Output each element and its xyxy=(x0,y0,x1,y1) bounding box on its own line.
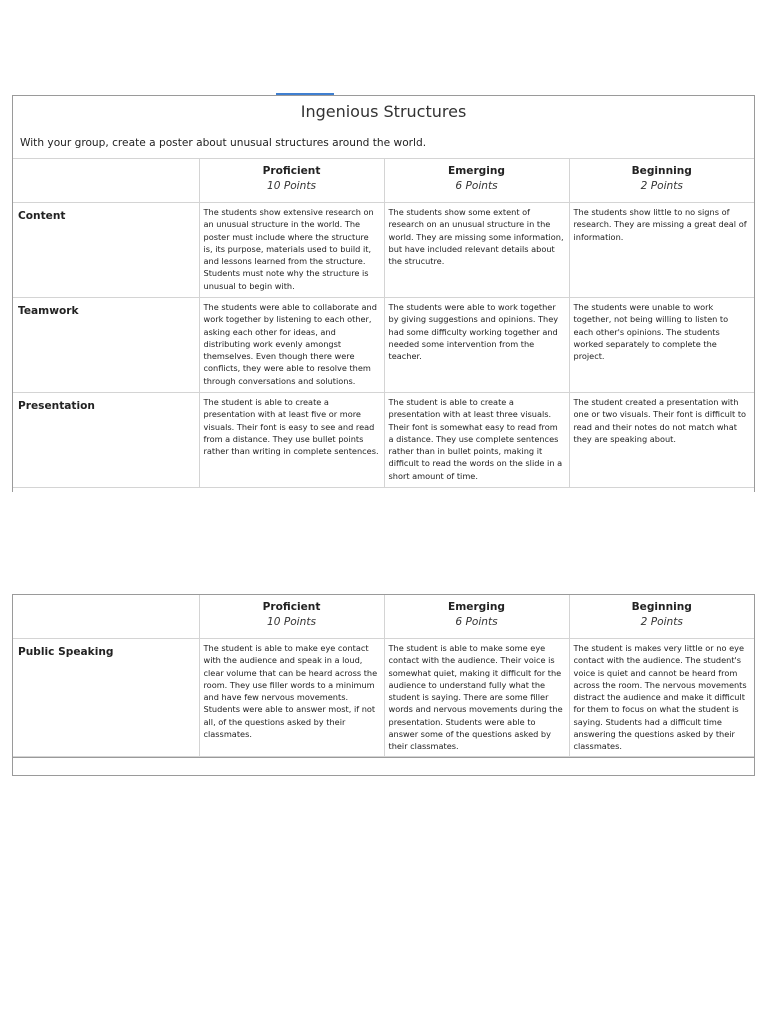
table-row-content xyxy=(13,203,754,298)
level-points: 10 Points xyxy=(266,616,317,628)
level-points: 2 Points xyxy=(640,180,683,192)
rubric-cell: The student is able to make eye contact with the audience and speak in a loud, clear volume that can be heard across the room. They use filler words to a minimum and have few nervous movements. Students were able to answer most, if not all, of the questions asked by their classmates. xyxy=(199,639,384,757)
level-header-proficient xyxy=(199,159,384,203)
rubric-title: Ingenious Structures xyxy=(300,102,467,121)
criterion-label: Public Speaking xyxy=(13,639,199,757)
rubric-cell: The students were able to work together by giving suggestions and opinions. They had some difficulty working together and needed some intervention from the teacher. xyxy=(384,298,569,393)
criterion-label: Teamwork xyxy=(13,298,199,393)
criterion-label: Content xyxy=(13,203,199,298)
rubric-cell: The students show little to no signs of research. They are missing a great deal of information. xyxy=(569,203,754,298)
rubric-cell: The student is makes very little or no eye contact with the audience. The student's voice is quiet and cannot be heard from across the room. The nervous movements distract the audience and make it difficult for them to focus on what the student is saying. Students had a difficult time answering the questions asked by their classmates. xyxy=(569,639,754,757)
rubric-footer xyxy=(13,757,754,782)
level-name: Proficient xyxy=(262,601,321,613)
table-row-teamwork xyxy=(13,298,754,393)
header-row xyxy=(13,595,754,639)
level-name: Beginning xyxy=(631,165,692,177)
rubric-cell: The students were unable to work together, not being willing to listen to each other's opinions. The students worked separately to complete the project. xyxy=(569,298,754,393)
table-row-public-speaking xyxy=(13,639,754,757)
rubric-cell: The student is able to make some eye contact with the audience. Their voice is somewhat quiet, making it difficult for the audience to understand fully what the student is saying. There are some filler words and nervous movements during the presentation. Students were able to answer some of the questions asked by their classmates. xyxy=(384,639,569,757)
rubric-cell: The students were able to collaborate and work together by listening to each other, asking each other for ideas, and distributing work evenly amongst themselves. Even though there were conflicts, they were able to resolve them through conversations and solutions. xyxy=(199,298,384,393)
level-header-emerging xyxy=(384,595,569,639)
criterion-label: Presentation xyxy=(13,393,199,488)
level-header-emerging xyxy=(384,159,569,203)
rubric-grid xyxy=(13,595,754,757)
level-name: Emerging xyxy=(447,601,506,613)
rubric-grid xyxy=(13,159,754,488)
level-points: 6 Points xyxy=(455,180,498,192)
rubric-table-ingenious-structures xyxy=(12,95,755,492)
rubric-cell: The students show extensive research on an unusual structure in the world. The poster must include where the structure is, its purpose, materials used to build it, and lessons learned from the structure. Students must note why the structure is unusual to begin with. xyxy=(199,203,384,298)
level-points: 10 Points xyxy=(266,180,317,192)
criterion-header-cell xyxy=(13,595,199,639)
level-name: Emerging xyxy=(447,165,506,177)
criterion-header-cell xyxy=(13,159,199,203)
header-row xyxy=(13,159,754,203)
level-header-beginning xyxy=(569,159,754,203)
level-header-beginning xyxy=(569,595,754,639)
table-row-presentation xyxy=(13,393,754,488)
level-name: Beginning xyxy=(631,601,692,613)
rubric-description: With your group, create a poster about unusual structures around the world. xyxy=(13,128,754,159)
level-points: 6 Points xyxy=(455,616,498,628)
rubric-cell: The students show some extent of research on an unusual structure in the world. They are missing some information, but have included relevant details about the strucutre. xyxy=(384,203,569,298)
rubric-cell: The student is able to create a presentation with at least three visuals. Their font is somewhat easy to read from a distance. They use complete sentences rather than in bullet points, making it difficult to read the words on the slide in a short amount of time. xyxy=(384,393,569,488)
rubric-table-public-speaking xyxy=(12,594,755,776)
rubric-cell: The student is able to create a presentation with at least five or more visuals. Their font is easy to see and read from a distance. They use bullet points rather than writing in complete sentences. xyxy=(199,393,384,488)
level-points: 2 Points xyxy=(640,616,683,628)
level-name: Proficient xyxy=(262,165,321,177)
rubric-cell: The student created a presentation with one or two visuals. Their font is difficult to read and their notes do not match what they are speaking about. xyxy=(569,393,754,488)
level-header-proficient xyxy=(199,595,384,639)
